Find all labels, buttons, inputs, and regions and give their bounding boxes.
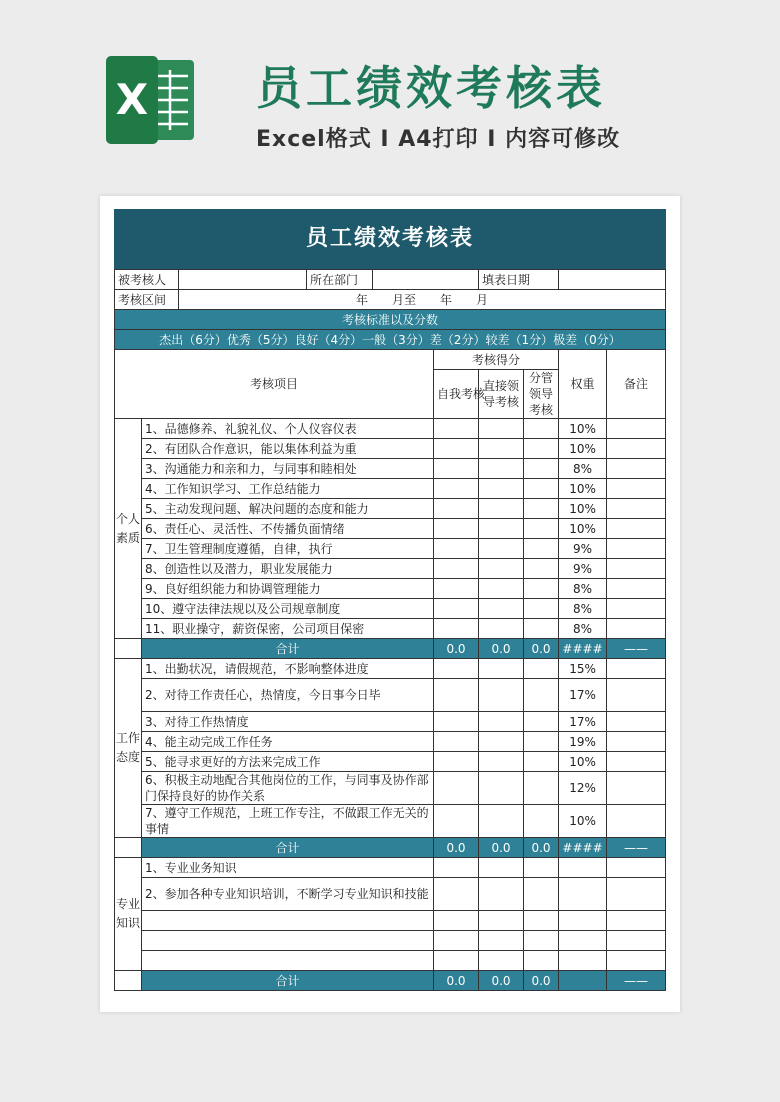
header-leader: 直接领导考核 xyxy=(479,370,524,419)
section-label: 专业知识 xyxy=(115,858,142,971)
item-text: 3、对待工作热情度 xyxy=(142,712,434,732)
table-row xyxy=(115,619,666,639)
item-text: 10、遵守法律法规以及公司规章制度 xyxy=(142,599,434,619)
weight-cell: 15% xyxy=(559,659,607,679)
section-label: 个人素质 xyxy=(115,419,142,639)
weight-cell xyxy=(559,951,607,971)
remark-cell[interactable] xyxy=(607,479,666,499)
item-text: 3、沟通能力和亲和力，与同事和睦相处 xyxy=(142,459,434,479)
period-cell[interactable]: 年 月至 年 月 xyxy=(179,290,666,310)
remark-cell[interactable] xyxy=(607,579,666,599)
manager-score-cell[interactable] xyxy=(524,805,559,838)
header-self: 自我考核 xyxy=(434,370,479,419)
remark-cell[interactable] xyxy=(607,732,666,752)
self-score-cell[interactable] xyxy=(434,679,479,712)
manager-score-cell[interactable] xyxy=(524,459,559,479)
self-score-cell[interactable] xyxy=(434,539,479,559)
weight-cell: 10% xyxy=(559,419,607,439)
label-employee: 被考核人 xyxy=(115,270,179,290)
remark-cell[interactable] xyxy=(607,752,666,772)
table-row xyxy=(115,752,666,772)
leader-score-cell[interactable] xyxy=(479,659,524,679)
self-score-cell[interactable] xyxy=(434,459,479,479)
item-text xyxy=(142,951,434,971)
manager-score-cell[interactable] xyxy=(524,931,559,951)
manager-score-cell[interactable] xyxy=(524,752,559,772)
total-self: 0.0 xyxy=(434,838,479,858)
manager-score-cell[interactable] xyxy=(524,878,559,911)
self-score-cell[interactable] xyxy=(434,732,479,752)
self-score-cell[interactable] xyxy=(434,752,479,772)
self-score-cell[interactable] xyxy=(434,772,479,805)
total-leader: 0.0 xyxy=(479,838,524,858)
weight-cell: 10% xyxy=(559,499,607,519)
item-text: 5、主动发现问题、解决问题的态度和能力 xyxy=(142,499,434,519)
remark-cell[interactable] xyxy=(607,419,666,439)
total-label: 合计 xyxy=(142,639,434,659)
weight-cell: 9% xyxy=(559,559,607,579)
weight-cell: 8% xyxy=(559,579,607,599)
item-text: 11、职业操守，薪资保密，公司项目保密 xyxy=(142,619,434,639)
table-row xyxy=(115,911,666,931)
total-spacer xyxy=(115,639,142,659)
self-score-cell[interactable] xyxy=(434,858,479,878)
item-text: 5、能寻求更好的方法来完成工作 xyxy=(142,752,434,772)
leader-score-cell[interactable] xyxy=(479,712,524,732)
item-text: 7、遵守工作规范，上班工作专注，不做跟工作无关的事情 xyxy=(142,805,434,838)
manager-score-cell[interactable] xyxy=(524,659,559,679)
evaluation-sheet xyxy=(114,209,666,991)
weight-cell xyxy=(559,858,607,878)
item-text: 1、专业业务知识 xyxy=(142,858,434,878)
item-text: 2、对待工作责任心，热情度，今日事今日毕 xyxy=(142,679,434,712)
label-department: 所在部门 xyxy=(307,270,373,290)
item-text: 4、工作知识学习、工作总结能力 xyxy=(142,479,434,499)
self-score-cell[interactable] xyxy=(434,805,479,838)
table-row xyxy=(115,878,666,911)
table-row xyxy=(115,772,666,805)
table-row xyxy=(115,419,666,439)
item-text: 1、出勤状况，请假规范，不影响整体进度 xyxy=(142,659,434,679)
total-weight: #### xyxy=(559,639,607,659)
leader-score-cell[interactable] xyxy=(479,559,524,579)
excel-logo-icon xyxy=(102,52,198,148)
leader-score-cell[interactable] xyxy=(479,752,524,772)
item-text: 8、创造性以及潜力，职业发展能力 xyxy=(142,559,434,579)
header-remark: 备注 xyxy=(607,350,666,419)
total-row xyxy=(115,838,666,858)
weight-cell: 19% xyxy=(559,732,607,752)
svg-text:X: X xyxy=(115,75,149,124)
remark-cell[interactable] xyxy=(607,805,666,838)
remark-cell[interactable] xyxy=(607,539,666,559)
table-row xyxy=(115,951,666,971)
item-text: 4、能主动完成工作任务 xyxy=(142,732,434,752)
total-remark: —— xyxy=(607,639,666,659)
item-text: 1、品德修养、礼貌礼仪、个人仪容仪表 xyxy=(142,419,434,439)
table-row xyxy=(115,732,666,752)
total-leader: 0.0 xyxy=(479,971,524,991)
table-row xyxy=(115,599,666,619)
remark-cell[interactable] xyxy=(607,772,666,805)
manager-score-cell[interactable] xyxy=(524,619,559,639)
fill-date-cell[interactable] xyxy=(559,270,666,290)
leader-score-cell[interactable] xyxy=(479,439,524,459)
total-weight xyxy=(559,971,607,991)
leader-score-cell[interactable] xyxy=(479,419,524,439)
total-row xyxy=(115,971,666,991)
header-item: 考核项目 xyxy=(115,350,434,419)
standard-title: 考核标准以及分数 xyxy=(115,310,666,330)
total-manager: 0.0 xyxy=(524,971,559,991)
table-row xyxy=(115,579,666,599)
self-score-cell[interactable] xyxy=(434,599,479,619)
total-manager: 0.0 xyxy=(524,838,559,858)
remark-cell[interactable] xyxy=(607,878,666,911)
self-score-cell[interactable] xyxy=(434,479,479,499)
remark-cell[interactable] xyxy=(607,599,666,619)
manager-score-cell[interactable] xyxy=(524,419,559,439)
total-remark: —— xyxy=(607,838,666,858)
self-score-cell[interactable] xyxy=(434,659,479,679)
standard-levels: 杰出（6分）优秀（5分）良好（4分）一般（3分）差（2分）较差（1分）极差（0分） xyxy=(115,330,666,350)
self-score-cell[interactable] xyxy=(434,878,479,911)
item-text: 6、责任心、灵活性、不传播负面情绪 xyxy=(142,519,434,539)
header-weight: 权重 xyxy=(559,350,607,419)
remark-cell[interactable] xyxy=(607,439,666,459)
remark-cell[interactable] xyxy=(607,459,666,479)
table-row xyxy=(115,479,666,499)
total-self: 0.0 xyxy=(434,971,479,991)
self-score-cell[interactable] xyxy=(434,439,479,459)
remark-cell[interactable] xyxy=(607,559,666,579)
weight-cell: 12% xyxy=(559,772,607,805)
item-text xyxy=(142,911,434,931)
manager-score-cell[interactable] xyxy=(524,772,559,805)
leader-score-cell[interactable] xyxy=(479,599,524,619)
self-score-cell[interactable] xyxy=(434,559,479,579)
manager-score-cell[interactable] xyxy=(524,539,559,559)
table-row xyxy=(115,519,666,539)
weight-cell: 10% xyxy=(559,479,607,499)
self-score-cell[interactable] xyxy=(434,419,479,439)
remark-cell[interactable] xyxy=(607,519,666,539)
sheet-title: 员工绩效考核表 xyxy=(114,209,666,269)
header-score-group: 考核得分 xyxy=(434,350,559,370)
total-label: 合计 xyxy=(142,838,434,858)
remark-cell[interactable] xyxy=(607,712,666,732)
leader-score-cell[interactable] xyxy=(479,951,524,971)
total-spacer xyxy=(115,838,142,858)
total-row xyxy=(115,639,666,659)
leader-score-cell[interactable] xyxy=(479,459,524,479)
remark-cell[interactable] xyxy=(607,931,666,951)
manager-score-cell[interactable] xyxy=(524,479,559,499)
weight-cell: 10% xyxy=(559,805,607,838)
leader-score-cell[interactable] xyxy=(479,732,524,752)
leader-score-cell[interactable] xyxy=(479,858,524,878)
manager-score-cell[interactable] xyxy=(524,858,559,878)
leader-score-cell[interactable] xyxy=(479,499,524,519)
leader-score-cell[interactable] xyxy=(479,805,524,838)
employee-cell[interactable] xyxy=(179,270,307,290)
total-weight: #### xyxy=(559,838,607,858)
remark-cell[interactable] xyxy=(607,499,666,519)
remark-cell[interactable] xyxy=(607,619,666,639)
label-fill-date: 填表日期 xyxy=(479,270,559,290)
total-manager: 0.0 xyxy=(524,639,559,659)
header-manager: 分管领导考核 xyxy=(524,370,559,419)
leader-score-cell[interactable] xyxy=(479,619,524,639)
weight-cell xyxy=(559,931,607,951)
weight-cell: 10% xyxy=(559,752,607,772)
self-score-cell[interactable] xyxy=(434,931,479,951)
department-cell[interactable] xyxy=(373,270,479,290)
leader-score-cell[interactable] xyxy=(479,479,524,499)
leader-score-cell[interactable] xyxy=(479,519,524,539)
manager-score-cell[interactable] xyxy=(524,519,559,539)
weight-cell: 17% xyxy=(559,679,607,712)
manager-score-cell[interactable] xyxy=(524,732,559,752)
remark-cell[interactable] xyxy=(607,679,666,712)
self-score-cell[interactable] xyxy=(434,499,479,519)
table-row xyxy=(115,679,666,712)
section-label: 工作态度 xyxy=(115,659,142,838)
self-score-cell[interactable] xyxy=(434,712,479,732)
leader-score-cell[interactable] xyxy=(479,911,524,931)
leader-score-cell[interactable] xyxy=(479,679,524,712)
table-row xyxy=(115,459,666,479)
table-row xyxy=(115,805,666,838)
weight-cell: 10% xyxy=(559,519,607,539)
weight-cell: 8% xyxy=(559,599,607,619)
leader-score-cell[interactable] xyxy=(479,878,524,911)
leader-score-cell[interactable] xyxy=(479,539,524,559)
manager-score-cell[interactable] xyxy=(524,951,559,971)
table-row xyxy=(115,559,666,579)
manager-score-cell[interactable] xyxy=(524,679,559,712)
table-row xyxy=(115,931,666,951)
weight-cell: 10% xyxy=(559,439,607,459)
manager-score-cell[interactable] xyxy=(524,499,559,519)
manager-score-cell[interactable] xyxy=(524,579,559,599)
weight-cell: 9% xyxy=(559,539,607,559)
remark-cell[interactable] xyxy=(607,951,666,971)
total-label: 合计 xyxy=(142,971,434,991)
table-row xyxy=(115,539,666,559)
total-remark: —— xyxy=(607,971,666,991)
item-text: 7、卫生管理制度遵循，自律，执行 xyxy=(142,539,434,559)
table-row xyxy=(115,659,666,679)
table-row xyxy=(115,712,666,732)
table-row xyxy=(115,858,666,878)
leader-score-cell[interactable] xyxy=(479,579,524,599)
manager-score-cell[interactable] xyxy=(524,911,559,931)
page-subtitle: Excel格式 I A4打印 I 内容可修改 xyxy=(256,127,621,152)
evaluation-table xyxy=(114,269,666,991)
self-score-cell[interactable] xyxy=(434,519,479,539)
item-text: 2、参加各种专业知识培训，不断学习专业知识和技能 xyxy=(142,878,434,911)
label-period: 考核区间 xyxy=(115,290,179,310)
leader-score-cell[interactable] xyxy=(479,931,524,951)
remark-cell[interactable] xyxy=(607,858,666,878)
self-score-cell[interactable] xyxy=(434,619,479,639)
item-text: 2、有团队合作意识，能以集体利益为重 xyxy=(142,439,434,459)
remark-cell[interactable] xyxy=(607,659,666,679)
page-title: 员工绩效考核表 xyxy=(256,61,606,115)
weight-cell xyxy=(559,911,607,931)
self-score-cell[interactable] xyxy=(434,951,479,971)
manager-score-cell[interactable] xyxy=(524,559,559,579)
table-row xyxy=(115,439,666,459)
self-score-cell[interactable] xyxy=(434,911,479,931)
weight-cell: 8% xyxy=(559,459,607,479)
self-score-cell[interactable] xyxy=(434,579,479,599)
total-leader: 0.0 xyxy=(479,639,524,659)
manager-score-cell[interactable] xyxy=(524,439,559,459)
leader-score-cell[interactable] xyxy=(479,772,524,805)
total-self: 0.0 xyxy=(434,639,479,659)
item-text: 9、良好组织能力和协调管理能力 xyxy=(142,579,434,599)
remark-cell[interactable] xyxy=(607,911,666,931)
table-row xyxy=(115,499,666,519)
weight-cell: 8% xyxy=(559,619,607,639)
manager-score-cell[interactable] xyxy=(524,712,559,732)
item-text xyxy=(142,931,434,951)
weight-cell xyxy=(559,878,607,911)
total-spacer xyxy=(115,971,142,991)
item-text: 6、积极主动地配合其他岗位的工作，与同事及协作部门保持良好的协作关系 xyxy=(142,772,434,805)
manager-score-cell[interactable] xyxy=(524,599,559,619)
weight-cell: 17% xyxy=(559,712,607,732)
